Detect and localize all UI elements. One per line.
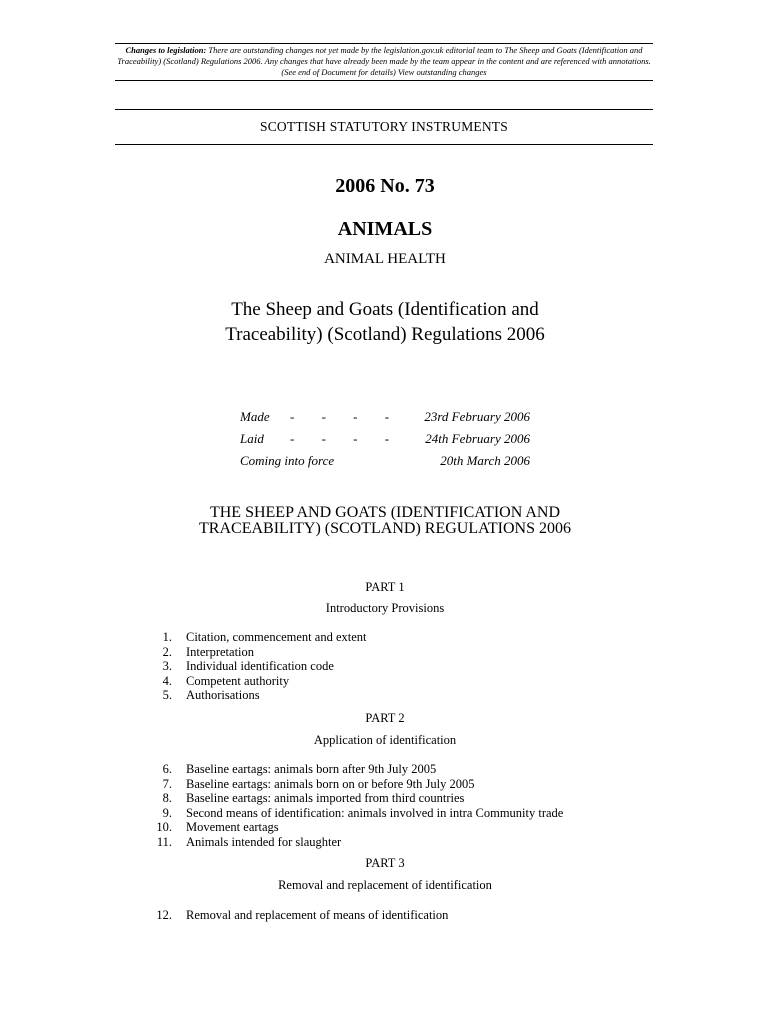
item-number: 11. xyxy=(156,834,172,849)
contents-item[interactable] xyxy=(140,688,640,703)
changes-to-legislation-banner xyxy=(115,43,653,81)
item-link[interactable]: Authorisations xyxy=(186,688,260,703)
contents-item[interactable] xyxy=(140,630,640,645)
title-line-2: Traceability) (Scotland) Regulations 2006 xyxy=(225,324,545,345)
item-number: 8. xyxy=(162,791,172,806)
contents-list-part-2 xyxy=(140,762,640,850)
item-number: 3. xyxy=(162,659,172,674)
series-label: SCOTTISH STATUTORY INSTRUMENTS xyxy=(260,119,508,134)
item-number: 5. xyxy=(162,688,172,703)
item-link[interactable]: Removal and replacement of means of identification xyxy=(186,908,449,922)
caps-title-line-2: TRACEABILITY) (SCOTLAND) REGULATIONS 2006 xyxy=(199,520,571,537)
date-label: Coming into force xyxy=(240,453,335,468)
contents-item[interactable] xyxy=(140,820,640,835)
date-label: Made xyxy=(240,409,270,424)
item-number: 9. xyxy=(162,805,172,820)
item-link[interactable]: Animals intended for slaughter xyxy=(186,834,342,849)
date-dashes: - - - - xyxy=(290,431,402,446)
contents-item[interactable] xyxy=(140,835,640,850)
caps-title-line-1: THE SHEEP AND GOATS (IDENTIFICATION AND xyxy=(209,504,561,521)
subsubject-heading: ANIMAL HEALTH xyxy=(324,251,446,267)
contents-item[interactable] xyxy=(140,791,640,806)
date-dashes: - - - - xyxy=(290,409,402,424)
item-link[interactable]: Baseline eartags: animals born on or before 9th July 2005 xyxy=(186,776,475,791)
item-link[interactable]: Competent authority xyxy=(186,673,290,688)
item-number: 4. xyxy=(162,673,172,688)
title-line-1: The Sheep and Goats (Identification and xyxy=(231,299,539,320)
part-heading: PART 2 xyxy=(365,711,405,725)
series-heading xyxy=(115,109,653,145)
contents-item[interactable] xyxy=(140,762,640,777)
item-link[interactable]: Interpretation xyxy=(186,644,255,659)
part-heading: PART 3 xyxy=(365,856,405,870)
item-number: 2. xyxy=(162,644,172,659)
date-label: Laid xyxy=(240,431,264,446)
contents-item[interactable] xyxy=(140,806,640,821)
item-link[interactable]: Citation, commencement and extent xyxy=(186,630,367,644)
document-title xyxy=(0,297,770,347)
part-subtitle: Removal and replacement of identification xyxy=(278,878,492,892)
contents-item[interactable] xyxy=(140,908,640,923)
contents-item[interactable] xyxy=(140,659,640,674)
banner-prefix: Changes to legislation: xyxy=(125,45,207,55)
contents-item[interactable] xyxy=(140,777,640,792)
item-link[interactable]: Movement eartags xyxy=(186,820,279,835)
subject-heading: ANIMALS xyxy=(337,218,433,240)
dates-block xyxy=(240,409,530,475)
contents-item[interactable] xyxy=(140,674,640,689)
part-subtitle: Introductory Provisions xyxy=(325,601,445,615)
part-subtitle: Application of identification xyxy=(313,733,457,747)
item-link[interactable]: Baseline eartags: animals born after 9th July 2005 xyxy=(186,762,437,776)
date-value: 20th March 2006 xyxy=(440,453,530,468)
date-row-coming-into-force xyxy=(240,453,530,475)
item-number: 12. xyxy=(156,908,172,922)
contents-item[interactable] xyxy=(140,645,640,660)
item-number: 7. xyxy=(162,776,172,791)
date-row-made xyxy=(240,409,530,431)
item-link[interactable]: Baseline eartags: animals imported from third countries xyxy=(186,791,465,806)
item-number: 10. xyxy=(156,820,172,835)
item-link[interactable]: Second means of identification: animals involved in intra Community trade xyxy=(186,805,564,820)
item-number: 1. xyxy=(162,630,172,644)
regulations-caps-title xyxy=(0,505,770,537)
date-row-laid xyxy=(240,431,530,453)
contents-list-part-1 xyxy=(140,630,640,703)
banner-text: There are outstanding changes not yet made by the legislation.gov.uk editorial team to The Sheep and Goats (Identification and Traceability) (Scotland) Regulations 2006. Any changes that have already been made by the team appear in the content and are referenced with annotations. (See end of Document for details) View outstanding changes xyxy=(117,45,651,77)
instrument-number: 2006 No. 73 xyxy=(335,175,435,197)
item-number: 6. xyxy=(162,762,172,776)
part-heading: PART 1 xyxy=(365,580,405,594)
item-link[interactable]: Individual identification code xyxy=(186,659,334,674)
contents-list-part-3 xyxy=(140,908,640,923)
date-value: 24th February 2006 xyxy=(425,431,530,446)
date-value: 23rd February 2006 xyxy=(424,409,530,424)
